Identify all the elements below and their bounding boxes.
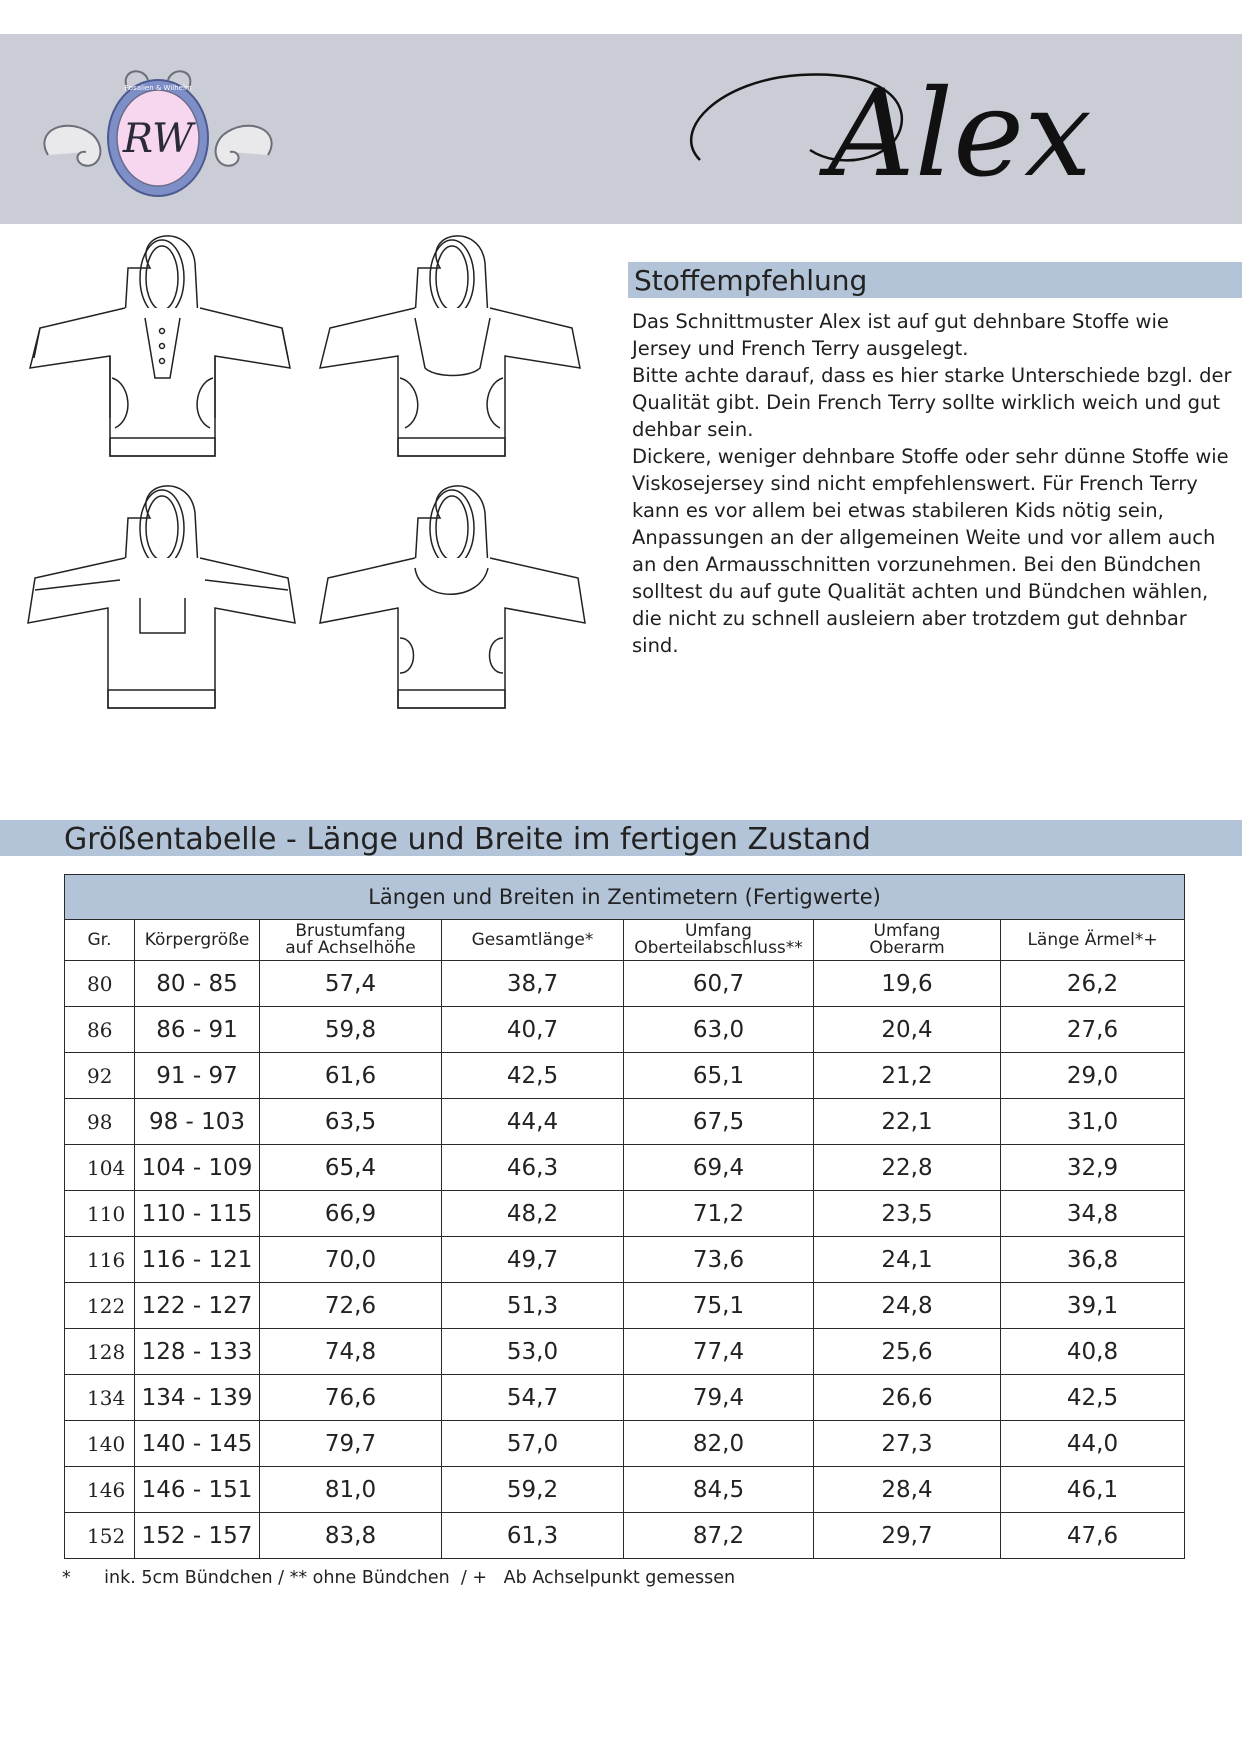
table-cell: 122 - 127 [135,1283,260,1329]
table-cell: 140 - 145 [135,1421,260,1467]
table-cell: 116 - 121 [135,1237,260,1283]
table-cell: 27,3 [814,1421,1001,1467]
size-cell: 86 [65,1007,135,1053]
column-header-line: Gesamtlänge* [471,929,594,950]
table-cell: 22,1 [814,1099,1001,1145]
table-cell: 91 - 97 [135,1053,260,1099]
size-table-header-row [65,920,1185,961]
table-cell: 70,0 [260,1237,442,1283]
table-row [65,1007,1185,1053]
table-cell: 24,1 [814,1237,1001,1283]
fabric-description [632,308,1232,659]
size-cell: 140 [65,1421,135,1467]
size-cell: 92 [65,1053,135,1099]
column-header [1001,920,1185,961]
table-row [65,1513,1185,1559]
table-cell: 20,4 [814,1007,1001,1053]
size-cell: 128 [65,1329,135,1375]
column-header-line: auf Achselhöhe [285,938,416,958]
column-header-line: Körpergröße [144,929,250,950]
table-cell: 46,3 [442,1145,624,1191]
table-cell: 79,4 [624,1375,814,1421]
column-header-line: Brustumfang [295,921,406,941]
table-cell: 104 - 109 [135,1145,260,1191]
size-table-section-bar [0,820,1242,856]
size-cell: 134 [65,1375,135,1421]
table-row [65,1099,1185,1145]
table-cell: 23,5 [814,1191,1001,1237]
column-header [260,920,442,961]
table-cell: 67,5 [624,1099,814,1145]
table-row [65,1191,1185,1237]
fabric-heading: Stoffempfehlung [634,264,868,297]
table-cell: 53,0 [442,1329,624,1375]
fabric-paragraph: Das Schnittmuster Alex ist auf gut dehnbare Stoffe wie Jersey und French Terry ausgelegt. [632,310,1169,360]
column-header-line: Länge Ärmel*+ [1027,929,1158,950]
table-cell: 61,6 [260,1053,442,1099]
size-cell: 110 [65,1191,135,1237]
table-row [65,961,1185,1007]
table-cell: 98 - 103 [135,1099,260,1145]
table-cell: 76,6 [260,1375,442,1421]
table-cell: 79,7 [260,1421,442,1467]
table-cell: 84,5 [624,1467,814,1513]
table-cell: 83,8 [260,1513,442,1559]
fabric-paragraph: Bitte achte darauf, dass es hier starke Unterschiede bzgl. der Qualität gibt. Dein French Terry sollte wirklich weich und gut dehbar sein. [632,364,1232,441]
pattern-title [660,40,1220,220]
table-cell: 47,6 [1001,1513,1185,1559]
table-cell: 72,6 [260,1283,442,1329]
table-cell: 24,8 [814,1283,1001,1329]
table-cell: 54,7 [442,1375,624,1421]
table-cell: 146 - 151 [135,1467,260,1513]
hoodie-variant-side-pockets [320,486,585,708]
table-cell: 75,1 [624,1283,814,1329]
table-cell: 74,8 [260,1329,442,1375]
table-cell: 38,7 [442,961,624,1007]
table-cell: 36,8 [1001,1237,1185,1283]
table-cell: 28,4 [814,1467,1001,1513]
table-cell: 26,6 [814,1375,1001,1421]
hoodie-variant-front-pocket [28,486,295,708]
table-cell: 128 - 133 [135,1329,260,1375]
size-table-caption: Längen und Breiten in Zentimetern (Fertigwerte) [65,875,1185,920]
table-row [65,1375,1185,1421]
table-cell: 19,6 [814,961,1001,1007]
table-cell: 51,3 [442,1283,624,1329]
column-header [135,920,260,961]
table-row [65,1283,1185,1329]
size-cell: 80 [65,961,135,1007]
size-table-body [65,961,1185,1559]
table-cell: 39,1 [1001,1283,1185,1329]
table-cell: 152 - 157 [135,1513,260,1559]
table-cell: 73,6 [624,1237,814,1283]
hoodie-variant-button-placket [30,236,290,456]
table-cell: 40,8 [1001,1329,1185,1375]
table-cell: 87,2 [624,1513,814,1559]
table-cell: 59,2 [442,1467,624,1513]
table-cell: 57,4 [260,961,442,1007]
fabric-section-bar [628,262,1242,298]
table-cell: 71,2 [624,1191,814,1237]
table-cell: 21,2 [814,1053,1001,1099]
hoodie-variant-kangaroo-pocket [320,236,580,456]
table-cell: 65,1 [624,1053,814,1099]
table-cell: 61,3 [442,1513,624,1559]
table-cell: 42,5 [1001,1375,1185,1421]
table-cell: 40,7 [442,1007,624,1053]
table-cell: 34,8 [1001,1191,1185,1237]
table-cell: 25,6 [814,1329,1001,1375]
table-cell: 44,0 [1001,1421,1185,1467]
size-cell: 152 [65,1513,135,1559]
column-header-line: Umfang [685,921,752,941]
table-cell: 65,4 [260,1145,442,1191]
size-cell: 98 [65,1099,135,1145]
column-header-line: Umfang [873,921,941,941]
table-cell: 77,4 [624,1329,814,1375]
garment-drawings [20,228,620,738]
size-cell: 146 [65,1467,135,1513]
size-table-footnote: * ink. 5cm Bündchen / ** ohne Bündchen / + Ab Achselpunkt gemessen [62,1568,736,1588]
column-header [442,920,624,961]
table-cell: 22,8 [814,1145,1001,1191]
table-cell: 110 - 115 [135,1191,260,1237]
logo-monogram: RW [122,116,194,162]
table-row [65,1421,1185,1467]
table-cell: 63,0 [624,1007,814,1053]
table-cell: 66,9 [260,1191,442,1237]
table-cell: 31,0 [1001,1099,1185,1145]
size-cell: 122 [65,1283,135,1329]
column-header [624,920,814,961]
size-table-heading: Größentabelle - Länge und Breite im fertigen Zustand [64,822,871,857]
table-cell: 29,0 [1001,1053,1185,1099]
table-cell: 134 - 139 [135,1375,260,1421]
table-row [65,1467,1185,1513]
table-cell: 60,7 [624,961,814,1007]
pattern-title-text: Alex [828,65,1092,204]
column-header-line: Gr. [87,929,112,950]
column-header [814,920,1001,961]
table-cell: 46,1 [1001,1467,1185,1513]
table-cell: 82,0 [624,1421,814,1467]
table-row [65,1329,1185,1375]
table-cell: 48,2 [442,1191,624,1237]
table-cell: 42,5 [442,1053,624,1099]
table-cell: 32,9 [1001,1145,1185,1191]
logo-ring-text: Rosalien & Wilhelm [124,84,192,92]
table-cell: 49,7 [442,1237,624,1283]
table-cell: 44,4 [442,1099,624,1145]
brand-logo [38,60,278,210]
column-header-line: Oberarm [869,938,945,958]
column-header-line: Oberteilabschluss** [634,938,803,958]
table-cell: 59,8 [260,1007,442,1053]
table-cell: 63,5 [260,1099,442,1145]
size-cell: 116 [65,1237,135,1283]
table-cell: 86 - 91 [135,1007,260,1053]
table-cell: 29,7 [814,1513,1001,1559]
table-cell: 69,4 [624,1145,814,1191]
table-cell: 80 - 85 [135,961,260,1007]
size-table [64,874,1185,1559]
column-header [65,920,135,961]
table-cell: 26,2 [1001,961,1185,1007]
table-row [65,1145,1185,1191]
table-row [65,1053,1185,1099]
table-cell: 57,0 [442,1421,624,1467]
table-row [65,1237,1185,1283]
table-cell: 27,6 [1001,1007,1185,1053]
fabric-paragraph: Dickere, weniger dehnbare Stoffe oder sehr dünne Stoffe wie Viskosejersey sind nicht empfehlenswert. Für French Terry kann es vor allem bei etwas stabileren Kids nötig sein, Anpassungen an der allgemeinen Weite und vor allem auch an den Armausschnitten vorzunehmen. Bei den Bündchen solltest du auf gute Qualität achten und Bündchen wählen, die nicht zu schnell ausleiern aber trotzdem gut dehnbar sind. [632,445,1229,657]
size-cell: 104 [65,1145,135,1191]
table-cell: 81,0 [260,1467,442,1513]
